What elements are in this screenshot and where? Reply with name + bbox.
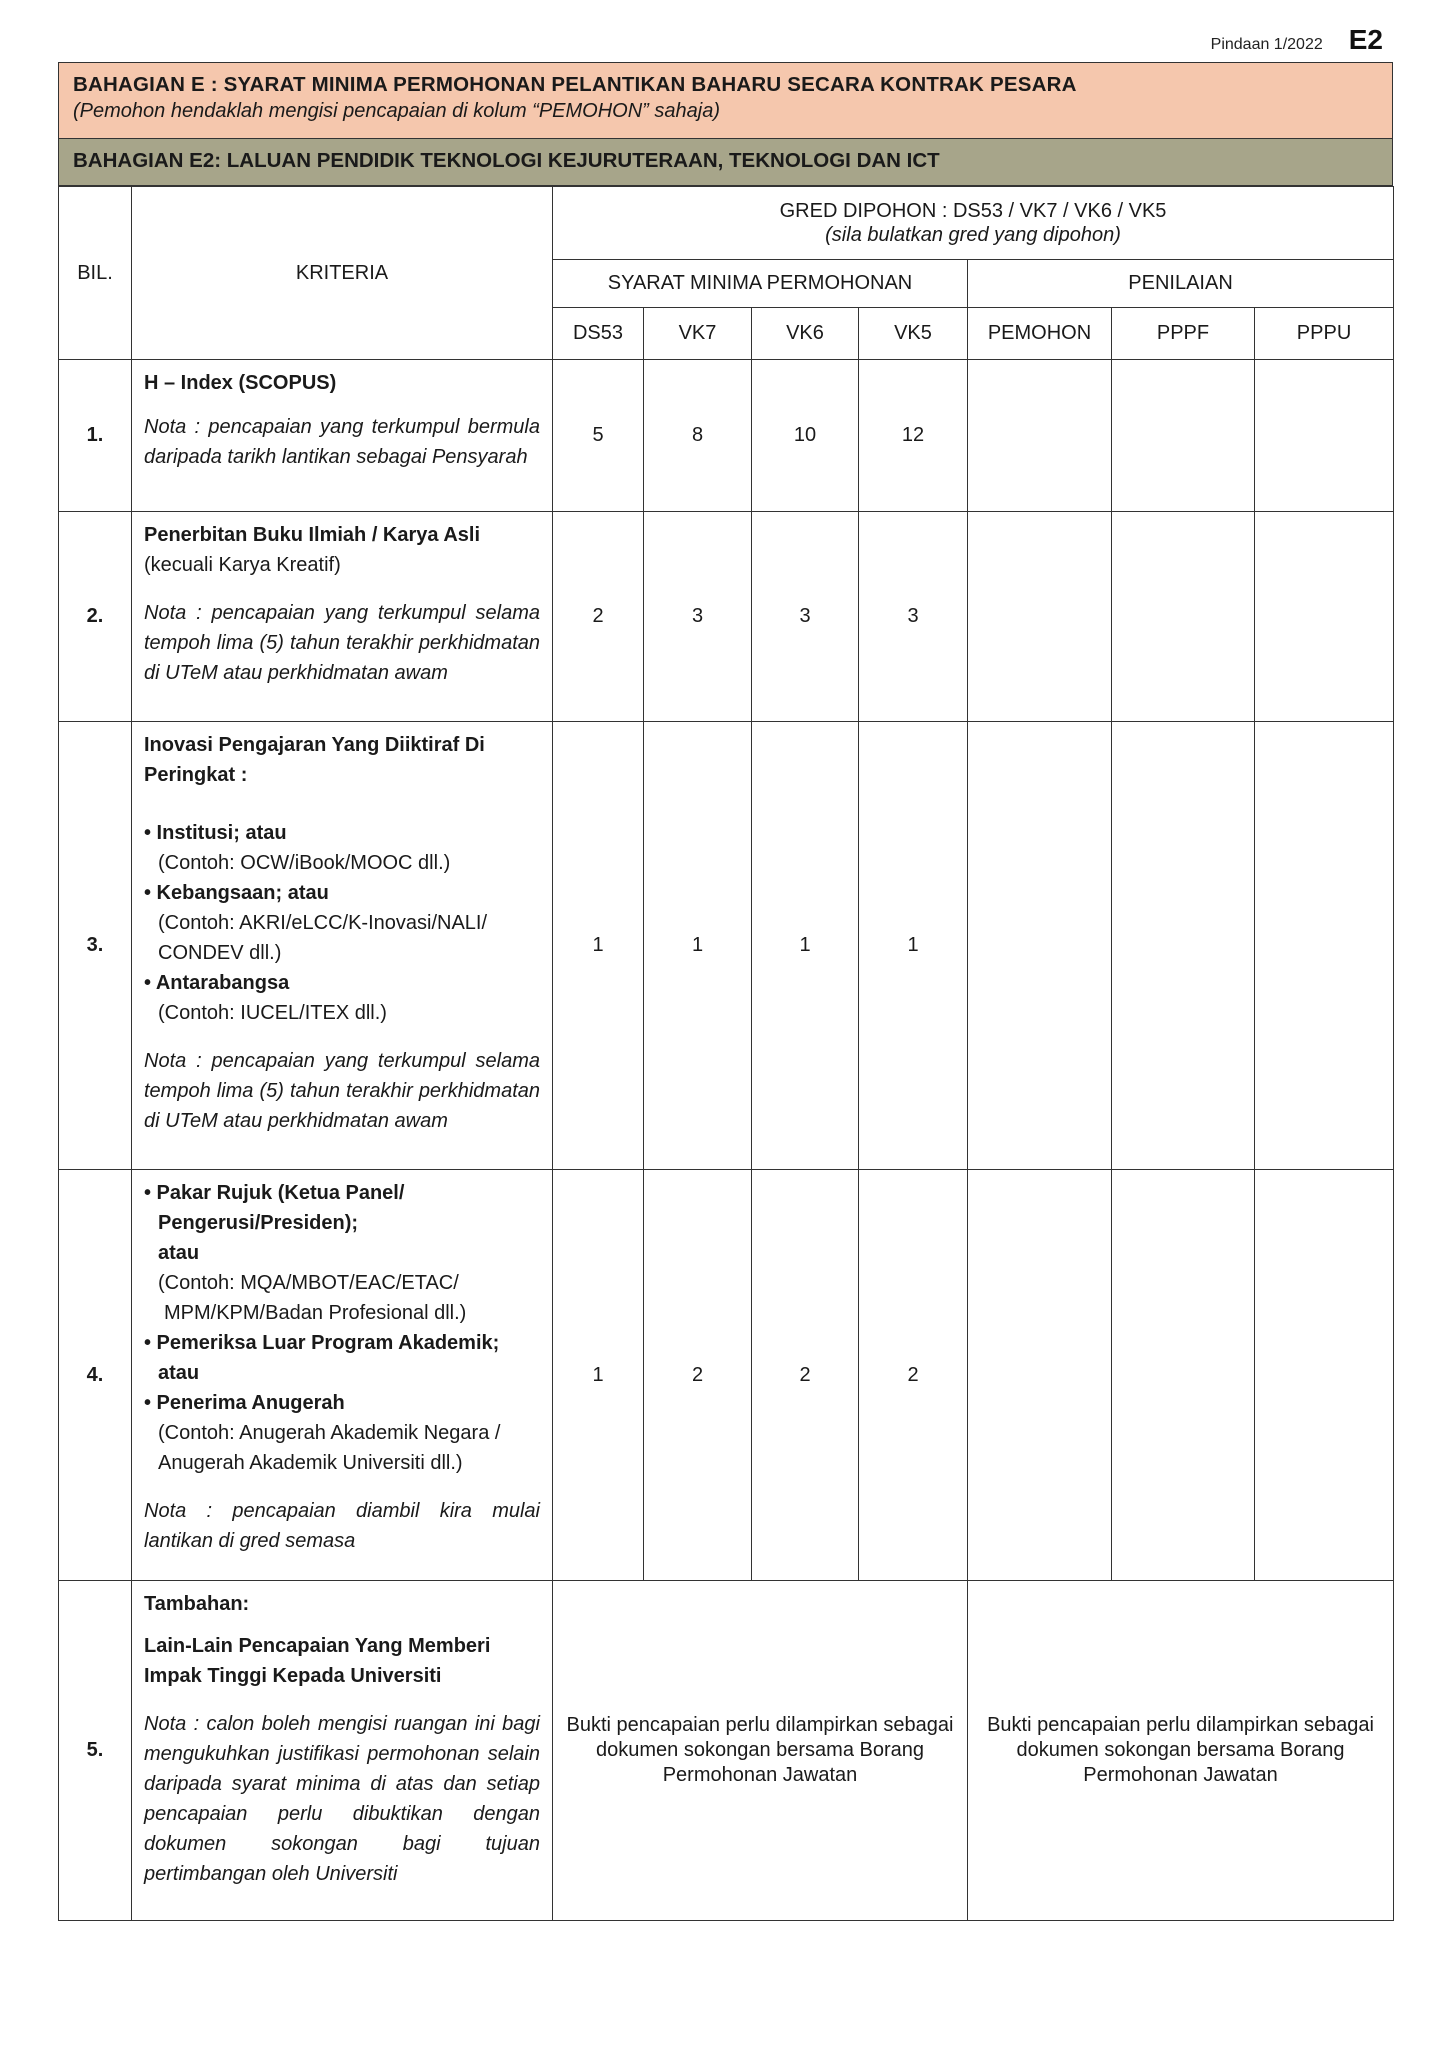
row-number: 4. [59, 1170, 132, 1581]
criteria-item-label: • Institusi; atau [144, 822, 287, 844]
row-number: 1. [59, 360, 132, 512]
criteria-note: Nota : pencapaian yang terkumpul bermula daripada tarikh lantikan sebagai Pensyarah [144, 416, 540, 468]
criteria-cell [132, 1581, 553, 1921]
row-number: 5. [59, 1581, 132, 1921]
criteria-note: Nota : pencapaian yang terkumpul selama tempoh lima (5) tahun terakhir perkhidmatan di UTeM atau perkhidmatan awam [144, 1050, 540, 1132]
value-vk6: 2 [752, 1170, 859, 1581]
criteria-item-label: • Pakar Rujuk (Ketua Panel/ [144, 1182, 405, 1204]
evidence-note-right: Bukti pencapaian perlu dilampirkan sebagai dokumen sokongan bersama Borang Permohonan Jawatan [968, 1581, 1394, 1921]
section-title: BAHAGIAN E : SYARAT MINIMA PERMOHONAN PELANTIKAN BAHARU SECARA KONTRAK PESARA [73, 73, 1077, 96]
gred-note: (sila bulatkan gred yang dipohon) [825, 224, 1121, 246]
header-gred [553, 187, 1394, 260]
value-ds53: 1 [553, 1170, 644, 1581]
header-pppu: PPPU [1255, 308, 1394, 360]
header-vk5: VK5 [859, 308, 968, 360]
value-vk5: 2 [859, 1170, 968, 1581]
table-row [59, 360, 1394, 512]
criteria-cell [132, 1170, 553, 1581]
criteria-note: Nota : pencapaian yang terkumpul selama tempoh lima (5) tahun terakhir perkhidmatan di UTeM atau perkhidmatan awam [144, 602, 540, 684]
criteria-item-example: (Contoh: MQA/MBOT/EAC/ETAC/ [158, 1272, 459, 1294]
criteria-note: Nota : pencapaian diambil kira mulai lantikan di gred semasa [144, 1500, 540, 1552]
table-row [59, 722, 1394, 1170]
pppf-cell [1112, 360, 1255, 512]
evidence-note-left: Bukti pencapaian perlu dilampirkan sebagai dokumen sokongan bersama Borang Permohonan Jawatan [553, 1581, 968, 1921]
criteria-item-example-cont: CONDEV dll.) [158, 942, 282, 964]
pppu-cell [1255, 360, 1394, 512]
criteria-item-example-cont: MPM/KPM/Badan Profesional dll.) [164, 1302, 467, 1324]
value-vk7: 1 [644, 722, 752, 1170]
pemohon-input-cell[interactable] [968, 1170, 1112, 1581]
header-penilaian: PENILAIAN [968, 260, 1394, 308]
criteria-cell [132, 722, 553, 1170]
criteria-subtitle: (kecuali Karya Kreatif) [144, 554, 341, 576]
value-vk6: 1 [752, 722, 859, 1170]
value-vk6: 3 [752, 512, 859, 722]
value-vk7: 3 [644, 512, 752, 722]
criteria-item-label-cont: Pengerusi/Presiden); [158, 1212, 359, 1234]
criteria-subtitle: Lain-Lain Pencapaian Yang Memberi Impak Tinggi Kepada Universiti [144, 1635, 491, 1687]
header-bil: BIL. [59, 187, 132, 360]
criteria-item-label-cont: atau [158, 1362, 200, 1384]
criteria-item-example: (Contoh: OCW/iBook/MOOC dll.) [158, 852, 451, 874]
criteria-item-example-cont: Anugerah Akademik Universiti dll.) [158, 1452, 463, 1474]
header-pemohon: PEMOHON [968, 308, 1112, 360]
criteria-item-example: (Contoh: Anugerah Akademik Negara / [158, 1422, 501, 1444]
pemohon-input-cell[interactable] [968, 722, 1112, 1170]
header-pppf: PPPF [1112, 308, 1255, 360]
pppu-cell [1255, 722, 1394, 1170]
pppf-cell [1112, 722, 1255, 1170]
pemohon-input-cell[interactable] [968, 360, 1112, 512]
criteria-item-label: • Antarabangsa [144, 972, 290, 994]
value-ds53: 1 [553, 722, 644, 1170]
row-number: 2. [59, 512, 132, 722]
amendment-label: Pindaan 1/2022 [1210, 36, 1323, 53]
table-row [59, 512, 1394, 722]
table-row [59, 1170, 1394, 1581]
header-vk6: VK6 [752, 308, 859, 360]
pppf-cell [1112, 1170, 1255, 1581]
criteria-title: Tambahan: [144, 1593, 250, 1615]
header-syarat: SYARAT MINIMA PERMOHONAN [553, 260, 968, 308]
criteria-note: Nota : calon boleh mengisi ruangan ini bagi mengukuhkan justifikasi permohonan selain daripada syarat minima di atas dan setiap pencapaian perlu dibuktikan dengan dokumen sokongan bagi tujuan pertimbangan oleh Universiti [144, 1713, 540, 1885]
value-ds53: 5 [553, 360, 644, 512]
pppu-cell [1255, 512, 1394, 722]
criteria-item-example: (Contoh: AKRI/eLCC/K-Inovasi/NALI/ [158, 912, 488, 934]
value-vk7: 8 [644, 360, 752, 512]
pemohon-input-cell[interactable] [968, 512, 1112, 722]
criteria-title: Penerbitan Buku Ilmiah / Karya Asli [144, 524, 481, 546]
criteria-title: Inovasi Pengajaran Yang Diiktiraf Di Peringkat : [144, 734, 485, 786]
value-vk7: 2 [644, 1170, 752, 1581]
header-kriteria: KRITERIA [132, 187, 553, 360]
criteria-item-label: • Penerima Anugerah [144, 1392, 345, 1414]
gred-label: GRED DIPOHON : DS53 / VK7 / VK6 / VK5 [779, 200, 1167, 222]
header-vk7: VK7 [644, 308, 752, 360]
value-vk5: 3 [859, 512, 968, 722]
pppf-cell [1112, 512, 1255, 722]
criteria-table [58, 186, 1394, 1921]
form-code: E2 [1348, 24, 1383, 55]
pppu-cell [1255, 1170, 1394, 1581]
value-vk5: 1 [859, 722, 968, 1170]
page-header-right [1211, 24, 1383, 56]
value-vk5: 12 [859, 360, 968, 512]
table-row [59, 1581, 1394, 1921]
criteria-cell [132, 512, 553, 722]
section-banner [58, 62, 1393, 139]
form-frame [58, 62, 1393, 1921]
section-subtitle: (Pemohon hendaklah mengisi pencapaian di kolum “PEMOHON” sahaja) [73, 100, 720, 122]
row-number: 3. [59, 722, 132, 1170]
subsection-banner: BAHAGIAN E2: LALUAN PENDIDIK TEKNOLOGI KEJURUTERAAN, TEKNOLOGI DAN ICT [58, 139, 1393, 186]
value-ds53: 2 [553, 512, 644, 722]
criteria-item-example: (Contoh: IUCEL/ITEX dll.) [158, 1002, 387, 1024]
criteria-item-label: • Kebangsaan; atau [144, 882, 329, 904]
criteria-cell [132, 360, 553, 512]
criteria-title: H – Index (SCOPUS) [144, 372, 337, 394]
criteria-item-label: • Pemeriksa Luar Program Akademik; [144, 1332, 500, 1354]
criteria-item-label-cont: atau [158, 1242, 200, 1264]
header-ds53: DS53 [553, 308, 644, 360]
value-vk6: 10 [752, 360, 859, 512]
